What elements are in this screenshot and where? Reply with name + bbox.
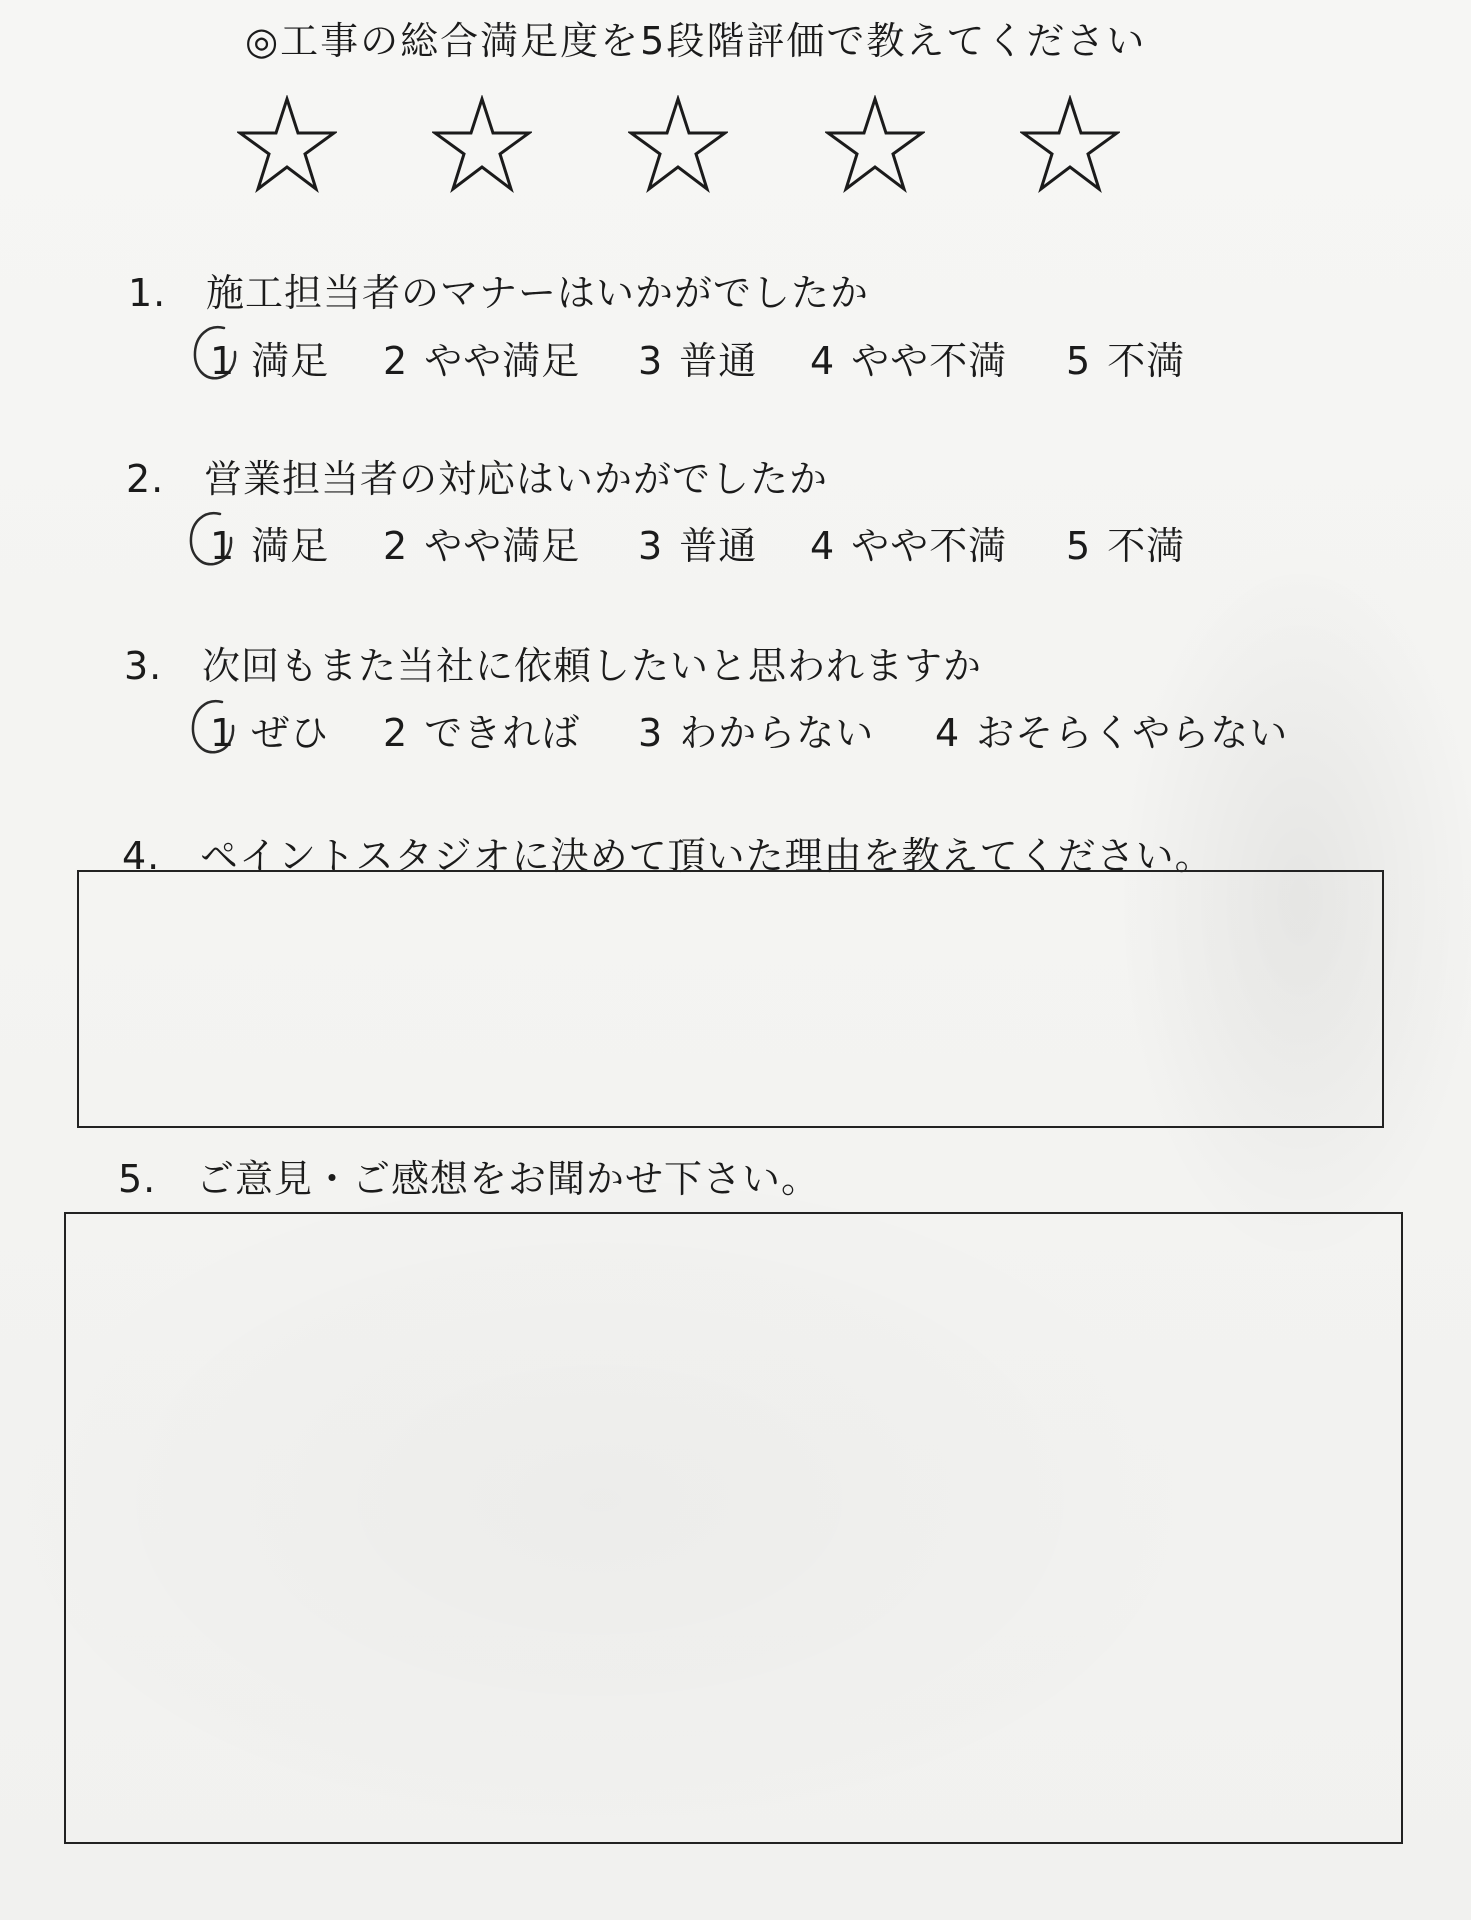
option-radio[interactable]: 2 やや満足 [383, 524, 581, 568]
star-icon[interactable] [628, 95, 728, 195]
question-text: 施工担当者のマナーはいかがでしたか [206, 271, 870, 315]
question-5-title [118, 1148, 820, 1203]
question-1-title [128, 262, 869, 317]
question-text: ペイントスタジオに決めて頂いた理由を教えてください。 [200, 834, 1214, 878]
option-radio[interactable]: 1 ぜひ [210, 711, 330, 755]
star-icon[interactable] [825, 95, 925, 195]
option-radio[interactable]: 2 やや満足 [383, 339, 581, 383]
question-text: 営業担当者の対応はいかがでしたか [204, 457, 829, 501]
question-number: 3. [124, 644, 163, 688]
option-radio[interactable]: 3 普通 [638, 524, 758, 568]
option-radio[interactable]: 4 おそらくやらない [935, 711, 1289, 755]
question-number: 5. [118, 1157, 157, 1201]
star-icon[interactable] [237, 95, 337, 195]
comment-answer-box[interactable] [64, 1212, 1403, 1844]
option-radio[interactable]: 4 やや不満 [810, 339, 1008, 383]
reason-answer-box[interactable] [77, 870, 1384, 1128]
option-radio[interactable]: 4 やや不満 [810, 524, 1008, 568]
question-3-title [124, 635, 982, 690]
question-number: 1. [128, 271, 167, 315]
option-radio[interactable]: 1 満足 [210, 524, 330, 568]
option-radio[interactable]: 5 不満 [1066, 339, 1186, 383]
question-text: 次回もまた当社に依頼したいと思われますか [202, 644, 983, 688]
question-number: 4. [122, 834, 161, 878]
option-radio[interactable]: 3 普通 [638, 339, 758, 383]
question-number: 2. [126, 457, 165, 501]
question-text: ご意見・ご感想をお聞かせ下さい。 [196, 1157, 821, 1201]
star-rating[interactable] [0, 95, 1471, 205]
star-icon[interactable] [432, 95, 532, 195]
star-icon[interactable] [1020, 95, 1120, 195]
option-radio[interactable]: 5 不満 [1066, 524, 1186, 568]
option-radio[interactable]: 2 できれば [383, 711, 581, 755]
page-title: ◎工事の総合満足度を5段階評価で教えてください [245, 19, 1147, 63]
option-radio[interactable]: 1 満足 [210, 339, 330, 383]
option-radio[interactable]: 3 わからない [638, 711, 875, 755]
question-2-title [126, 448, 828, 503]
